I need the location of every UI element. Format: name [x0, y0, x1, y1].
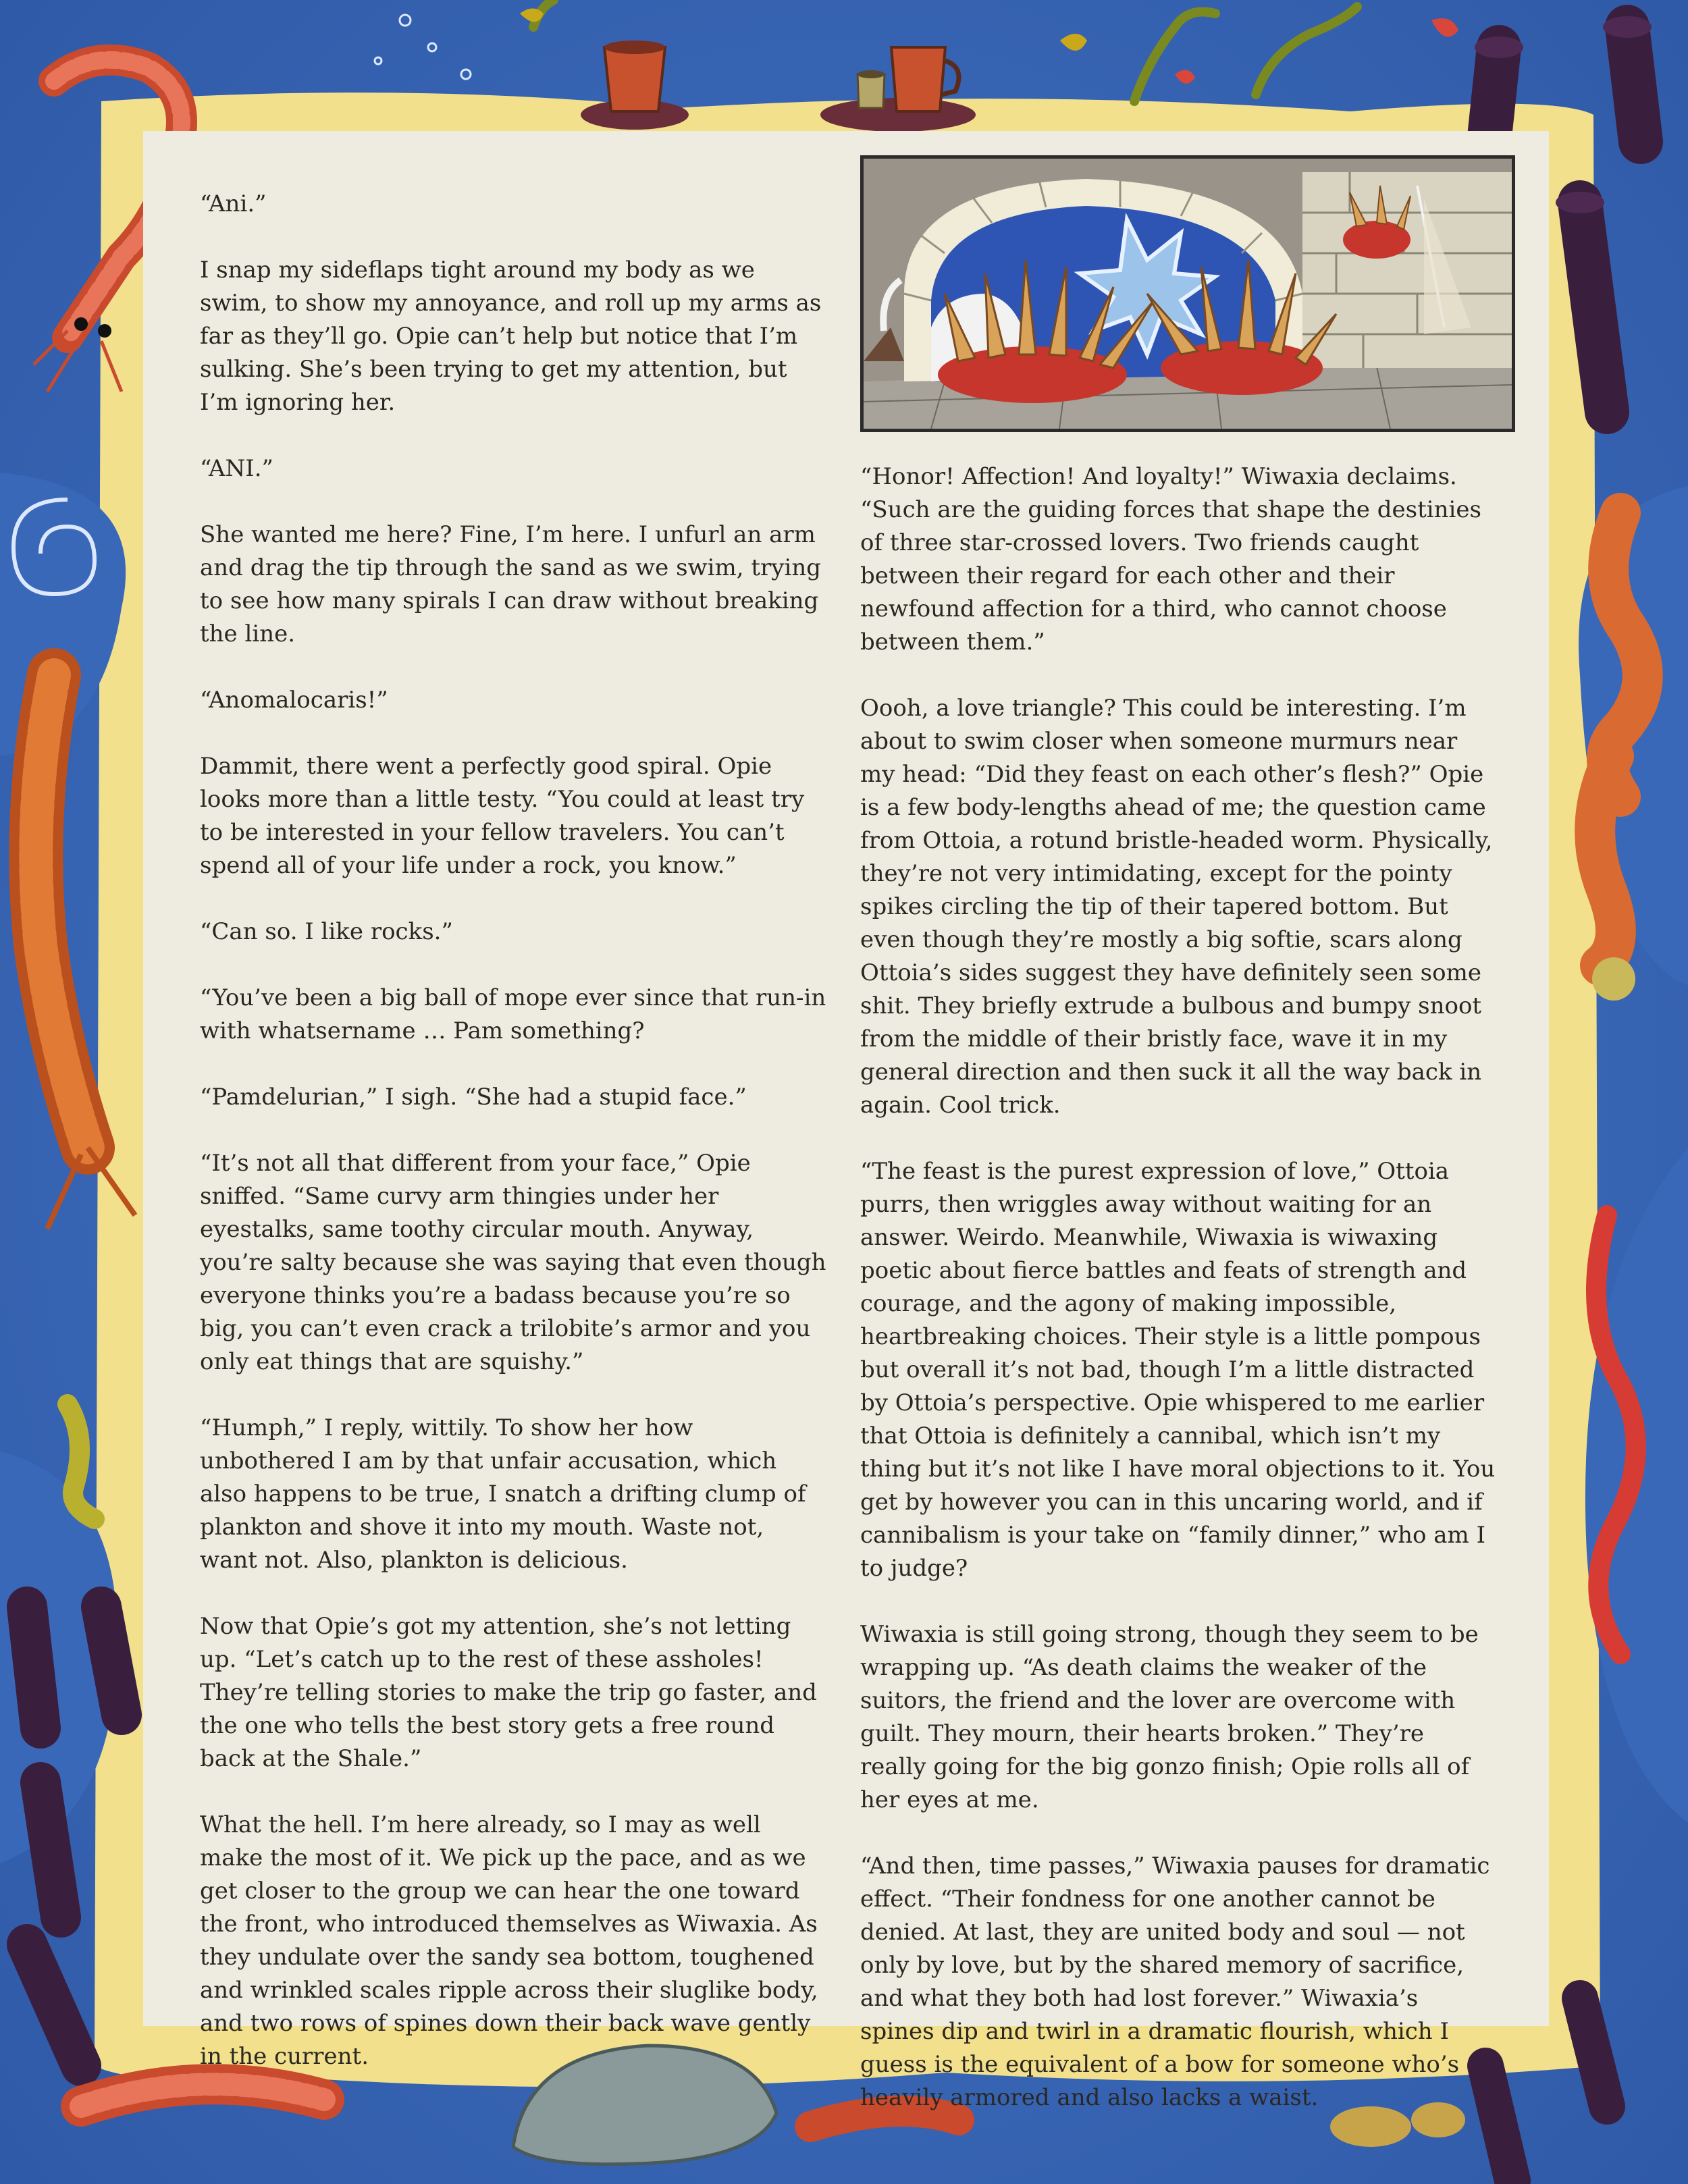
paragraph: “Ani.” [200, 190, 267, 217]
paragraph: “It’s not all that different from your face,” Opie sniffed. “Same curvy arm thingies under her eyestalks, same toothy circular mouth. Anyway, you’re salty because she was saying that even though everyone thinks you’re a badass because you’re so big, you can’t even crack a trilobite’s armor and you only eat things that are squishy.” [200, 1150, 826, 1375]
paragraph: “Anomalocaris!” [200, 687, 388, 714]
paragraph: What the hell. I’m here already, so I may as well make the most of it. We pick up the pace, and as we get closer to the group we can hear the one toward the front, who introduced themselves as Wiwaxia. As they undulate over the sandy sea bottom, toughened and wrinkled scales ripple across their sluglike body, and two rows of spines down their back wave gently in the current. [200, 1811, 818, 2070]
paragraph: “ANI.” [200, 455, 273, 482]
paragraph: Now that Opie’s got my attention, she’s not letting up. “Let’s catch up to the rest of these assholes! They’re telling stories to make the trip go faster, and the one who tells the best story gets a free round back at the Shale.” [200, 1613, 817, 1772]
left-text-column [200, 188, 828, 2106]
paragraph: “Can so. I like rocks.” [200, 918, 453, 945]
right-text-column [860, 460, 1496, 2148]
paragraph: “Humph,” I reply, wittily. To show her how unbothered I am by that unfair accusation, which also happens to be true, I snatch a drifting clump of plankton and shove it into my mouth. Waste not, want not. Also, plankton is delicious. [200, 1414, 806, 1574]
paragraph: “And then, time passes,” Wiwaxia pauses for dramatic effect. “Their fondness for one another cannot be denied. At last, they are united body and soul — not only by love, but by the shared memory of sacrifice, and what they both had lost forever.” Wiwaxia’s spines dip and twirl in a dramatic flourish, which I guess is the equivalent of a bow for someone who’s heavily armored and also lacks a waist. [860, 1853, 1490, 2111]
paragraph: “Pamdelurian,” I sigh. “She had a stupid face.” [200, 1084, 747, 1111]
illustration-art [864, 159, 1512, 429]
paragraph: Oooh, a love triangle? This could be interesting. I’m about to swim closer when someone murmurs near my head: “Did they feast on each other’s flesh?” Opie is a few body-lengths ahead of me; the question came from Ottoia, a rotund bristle-headed worm. Physically, they’re not very intimidating, except for the pointy spikes circling the tip of their tapered bottom. But even though they’re mostly a big softie, scars along Ottoia’s sides suggest they have definitely seen some shit. They briefly extrude a bulbous and bumpy snoot from the middle of their bristly face, wave it in my general direction and then suck it all the way back in again. Cool trick. [860, 695, 1493, 1119]
paragraph: Dammit, there went a perfectly good spiral. Opie looks more than a little testy. “You could at least try to be interested in your fellow travelers. You can’t spend all of your life under a rock, you know.” [200, 753, 805, 879]
story-illustration [860, 155, 1515, 432]
paragraph: She wanted me here? Fine, I’m here. I unfurl an arm and drag the tip through the sand as we swim, trying to see how many spirals I can draw without breaking the line. [200, 521, 822, 647]
paragraph: “Honor! Affection! And loyalty!” Wiwaxia declaims. “Such are the guiding forces that shape the destinies of three star-crossed lovers. Two friends caught between their regard for each other and their newfound affection for a third, who cannot choose between them.” [860, 463, 1481, 656]
story-page [143, 131, 1549, 2111]
paragraph: Wiwaxia is still going strong, though they seem to be wrapping up. “As death claims the weaker of the suitors, the friend and the lover are overcome with guilt. They mourn, their hearts broken.” They’re really going for the big gonzo finish; Opie rolls all of her eyes at me. [860, 1621, 1479, 1813]
paragraph: “You’ve been a big ball of mope ever since that run-in with whatsername … Pam something? [200, 984, 826, 1044]
paragraph: I snap my sideflaps tight around my body as we swim, to show my annoyance, and roll up my arms as far as they’ll go. Opie can’t help but notice that I’m sulking. She’s been trying to get my attention, but I’m ignoring her. [200, 257, 822, 416]
paragraph: “The feast is the purest expression of love,” Ottoia purrs, then wriggles away without waiting for an answer. Weirdo. Meanwhile, Wiwaxia is wiwaxing poetic about fierce battles and feats of strength and courage, and the agony of making impossible, heartbreaking choices. Their style is a little pompous but overall it’s not bad, though I’m a little distracted by Ottoia’s perspective. Opie whispered to me earlier that Ottoia is definitely a cannibal, which isn’t my thing but it’s not like I have moral objections to it. You get by however you can in this uncaring world, and if cannibalism is your take on “family dinner,” who am I to judge? [860, 1158, 1496, 1582]
worm-icon [1592, 957, 1635, 1001]
